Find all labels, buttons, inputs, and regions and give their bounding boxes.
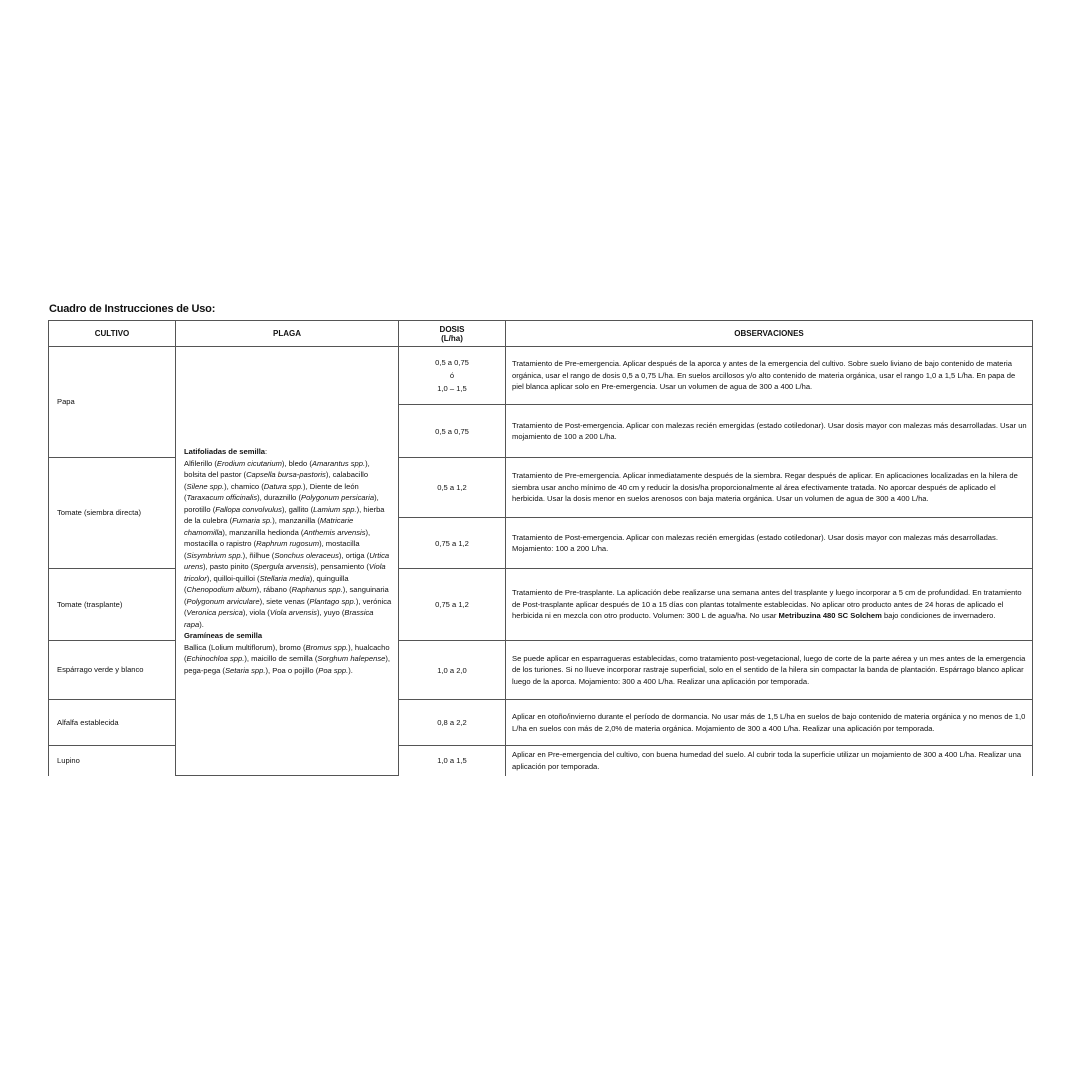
cultivo-cell: Espárrago verde y blanco — [49, 641, 176, 700]
text-fragment: ). — [199, 619, 204, 629]
dosis-cell — [399, 569, 506, 641]
header-dosis-line2: (L/ha) — [441, 333, 463, 343]
dosis-cell — [399, 641, 506, 700]
species-name: Amarantus spp. — [311, 458, 366, 468]
species-name: Plantago spp. — [309, 596, 356, 606]
text-fragment: ), hierba de la culebra ( — [184, 504, 385, 525]
text-fragment: ), manzanilla hedionda ( — [222, 527, 304, 537]
dosis-value: 0,5 a 0,75 — [435, 358, 469, 367]
species-name: Veronica persica — [186, 608, 243, 617]
table-row — [49, 347, 1033, 405]
species-name: Datura spp. — [263, 481, 304, 491]
observaciones-cell: Tratamiento de Post-emergencia. Aplicar con malezas recién emergidas (estado cotiledonar). Usar dosis mayor con malezas más desarrolladas. Mojamiento: 100 a 200 L/ha. — [506, 518, 1033, 569]
species-name: Setaria spp. — [224, 665, 266, 675]
header-plaga: PLAGA — [176, 321, 399, 347]
dosis-value: 1,0 a 1,5 — [437, 756, 467, 766]
text-fragment: ), Diente de león ( — [184, 481, 359, 502]
table-title: Cuadro de Instrucciones de Uso: — [49, 303, 216, 315]
species-name: Silene spp. — [186, 481, 225, 491]
observaciones-cell — [506, 569, 1033, 641]
text-fragment: ), mostacilla ( — [184, 539, 360, 560]
species-name: Viola arvensis — [269, 608, 317, 617]
cultivo-cell: Tomate (trasplante) — [49, 569, 176, 641]
text-fragment: ), quilloi-quilloi ( — [206, 573, 260, 583]
observaciones-cell: Aplicar en Pre-emergencia del cultivo, con buena humedad del suelo. Al cubrir toda la superficie utilizar un mojamiento de 300 a 400 L/ha. Realizar una aplicación por temporada. — [506, 746, 1033, 776]
text-fragment: Ballica (Lolium multiflorum), bromo ( — [184, 642, 306, 652]
product-name: Metribuzina 480 SC Solchem — [778, 611, 882, 621]
text-fragment: ), ñilhue ( — [242, 550, 275, 560]
species-name: Viola tricolor — [184, 562, 386, 583]
text-fragment: Tratamiento de Pre-trasplante. La aplicación debe realizarse una semana antes del trasplante y luego incorporar a 5 cm de profundidad. En tratamiento de Post-trasplante aplicar después de 10 a 15 días con plantas totalmente establecidas. No aplicar otro producto antes de 24 horas de aplicado el herbicida ni en mezcla con otro producto. Volumen: 300 L de agua/ha. No usar — [512, 588, 1022, 621]
header-observaciones: OBSERVACIONES — [506, 321, 1033, 347]
table-body — [49, 347, 1033, 776]
observaciones-cell: Tratamiento de Post-emergencia. Aplicar con malezas recién emergidas (estado cotiledonar). Usar dosis mayor con malezas más desarrolladas. Usar un mojamiento de 100 a 200 L/ha. — [506, 405, 1033, 458]
instructions-table — [48, 320, 1033, 776]
cultivo-cell: Alfalfa establecida — [49, 700, 176, 746]
text-fragment: ), pensamiento ( — [314, 562, 369, 571]
species-name: Erodium cicutarium — [216, 458, 282, 468]
text-fragment: ), quinguilla ( — [184, 573, 349, 594]
species-name: Sorghum halepense — [317, 654, 386, 663]
text-fragment: ), porotillo ( — [184, 493, 379, 514]
species-name: Lamium spp. — [313, 504, 357, 514]
text-fragment: ), duraznillo ( — [257, 493, 302, 502]
species-name: Polygonum arviculare — [186, 596, 260, 606]
text-fragment: ), siete venas ( — [259, 596, 310, 606]
species-name: Fumaria sp. — [232, 516, 273, 525]
dosis-value: 0,75 a 1,2 — [435, 538, 469, 548]
dosis-cell — [399, 458, 506, 518]
dosis-value: ó — [449, 371, 455, 380]
observaciones-cell: Aplicar en otoño/invierno durante el período de dormancia. No usar más de 1,5 L/ha en suelos de bajo contenido de materia orgánica y no menos de 1,0 L/ha en suelos con más de 2,0% de materia orgánica. Mojamiento de 300 a 400 L/ha. Realizar una aplicación por temporada. — [506, 700, 1033, 746]
species-name: Sonchus oleraceus — [274, 550, 339, 560]
observaciones-cell: Se puede aplicar en esparragueras establecidas, como tratamiento post-vegetacional, luego de corte de la parte aérea y un mes antes de la emergencia de los turiones. Si no llueve incorporar rastraje superficial, solo en el sentido de la hilera sin compactar la banda de plantación. Espárrago blanco aplicar luego de la aporca. Mojamiento: 300 a 400 L/ha. Realizar una aplicación por temporada. — [506, 641, 1033, 700]
species-name: Raphrum rugosum — [256, 539, 320, 548]
dosis-cell — [399, 347, 506, 405]
text-fragment: ), viola ( — [242, 608, 270, 617]
cultivo-cell: Lupino — [49, 746, 176, 776]
species-name: Capsella bursa-pastoris — [246, 470, 326, 479]
text-fragment: bajo condiciones de invernadero. — [881, 611, 996, 621]
text-fragment: ), chamico ( — [224, 481, 264, 491]
dosis-cell — [399, 518, 506, 569]
species-name: Polygonum persicaria — [301, 493, 375, 502]
plaga-cell: Latifoliadas de semilla: Alfilerillo (Erodium cicutarium), bledo (Amarantus spp.), bolsita del pastor (Capsella bursa-pastoris), calabacillo (Silene spp.), chamico (Datura spp.), Diente de león (Taraxacum officinalis), duraznillo (Polygonum persicaria), porotillo (Fallopa convolvulus), gallito (Lamium spp.), hierba de la culebra (Fumaria sp.), manzanilla (Matricarie chamomilla), manzanilla hedionda (Anthemis arvensis), mostacilla o rapistro (Raphrum rugosum), mostacilla (Sisymbrium spp.), ñilhue (Sonchus oleraceus), ortiga (Urtica urens), pasto pinito (Spergula arvensis), pensamiento (Viola tricolor), quilloi-quilloi (Stellaria media), quinguilla (Chenopodium album), rábano (Raphanus spp.), sanguinaria (Polygonum arviculare), siete venas (Plantago spp.), verónica (Veronica persica), viola (Viola arvensis), yuyo (Brassica rapa). Gramíneas de semilla Ballica (Lolium multiflorum), bromo (Bromus spp.), hualcacho (Echinochloa spp.), maicillo de semilla (Sorghum halepense), pega-pega (Setaria spp.), Poa o pojillo (Poa spp.). — [176, 347, 399, 776]
text-fragment: ), pasto pinito ( — [203, 562, 254, 571]
dosis-value: 0,75 a 1,2 — [435, 600, 469, 609]
observaciones-cell: Tratamiento de Pre-emergencia. Aplicar inmediatamente después de la siembra. Regar después de aplicar. En aplicaciones localizadas en la hilera de siembra usar ancho mínimo de 40 cm y reducir la dosis/ha proporcionalmente al área efectivamente tratada. No aporcar después de aplicado el herbicida. Usar la dosis menor en suelos arenosos con baja materia orgánica. Usar un volumen de agua de 300 a 400 L/ha. — [506, 458, 1033, 518]
text-fragment: ), sanguinaria ( — [184, 585, 389, 606]
text-fragment: ). — [348, 665, 353, 675]
dosis-cell — [399, 700, 506, 746]
species-name: Matricarie chamomilla — [184, 516, 354, 537]
species-name: Stellaria media — [259, 573, 310, 583]
species-name: Echinochloa spp. — [186, 654, 245, 663]
species-name: Fallopa convolvulus — [215, 504, 282, 514]
latifoliadas-heading: Latifoliadas de semilla — [184, 447, 266, 456]
species-name: Chenopodium album — [186, 585, 257, 594]
cultivo-cell: Papa — [49, 347, 176, 458]
dosis-value: 0,8 a 2,2 — [437, 718, 467, 727]
text-fragment: ), rábano ( — [256, 585, 292, 594]
dosis-value: 0,5 a 1,2 — [437, 483, 467, 492]
text-fragment: ), bolsita del pastor ( — [184, 458, 370, 479]
species-name: Urtica urens — [184, 550, 390, 571]
species-name: Sisymbrium spp. — [186, 550, 243, 560]
header-cultivo: CULTIVO — [49, 321, 176, 347]
text-fragment: ), pega-pega ( — [184, 654, 391, 675]
text-fragment: ), verónica ( — [184, 596, 392, 617]
header-row — [49, 321, 1033, 347]
text-fragment: ), bledo ( — [281, 458, 312, 468]
observaciones-cell: Tratamiento de Pre-emergencia. Aplicar después de la aporca y antes de la emergencia del cultivo. Sobre suelo liviano de bajo contenido de materia orgánica, usar el rango de dosis 0,5 a 0,75 L/ha. En suelos arcillosos y/o alto contenido de materia orgánica, usar el rango 1,0 a 1,5 L/ha. En papa de piel blanca aplicar solo en Pre-emergencia. Usar un volumen de agua de 300 a 400 L/ha. — [506, 347, 1033, 405]
species-name: Taraxacum officinalis — [186, 493, 258, 502]
dosis-value: 1,0 a 2,0 — [437, 665, 467, 675]
text-fragment: ), maicillo de semilla ( — [244, 654, 318, 663]
species-name: Poa spp. — [318, 665, 349, 675]
dosis-value: 1,0 – 1,5 — [437, 384, 467, 393]
text-fragment: ), calabacillo ( — [184, 470, 369, 491]
text-fragment: ), Poa o pojillo ( — [265, 665, 319, 675]
text-fragment: ), yuyo ( — [316, 608, 345, 617]
cultivo-cell: Tomate (siembra directa) — [49, 458, 176, 569]
species-name: Brassica rapa — [184, 608, 374, 629]
species-name: Spergula arvensis — [253, 562, 315, 571]
species-name: Raphanus spp. — [291, 585, 343, 594]
header-dosis — [399, 321, 506, 347]
dosis-cell — [399, 405, 506, 458]
dosis-cell — [399, 746, 506, 776]
gramineas-heading: Gramíneas de semilla — [184, 631, 263, 640]
text-fragment: ), gallito ( — [281, 504, 314, 514]
text-fragment: ), mostacilla o rapistro ( — [184, 527, 371, 548]
text-fragment: ), hualcacho ( — [184, 642, 390, 663]
dosis-value: 0,5 a 0,75 — [435, 426, 469, 436]
text-fragment: Alfilerillo ( — [184, 458, 217, 468]
text-fragment: ), manzanilla ( — [272, 516, 320, 525]
species-name: Anthemis arvensis — [303, 527, 366, 537]
text-fragment: ), ortiga ( — [338, 550, 370, 560]
header-dosis-line1: DOSIS — [439, 324, 465, 334]
species-name: Bromus spp. — [305, 642, 349, 652]
